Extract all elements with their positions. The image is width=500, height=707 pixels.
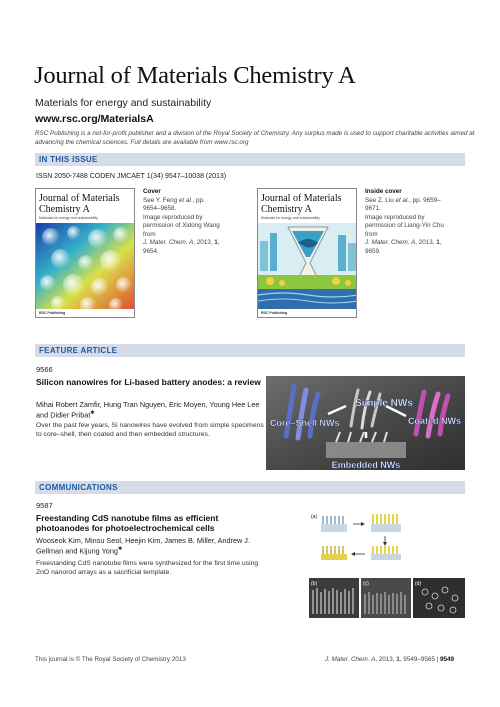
inside-cover-artwork bbox=[258, 223, 357, 309]
journal-subtitle: Materials for energy and sustainability bbox=[35, 97, 212, 109]
cover-heading: Cover bbox=[143, 188, 161, 195]
cover-thumb-title: Journal of Materials Chemistry A bbox=[39, 193, 120, 215]
cover-thumb-subtitle: Materials for energy and sustainability bbox=[39, 216, 98, 220]
cover-reference: See Y. Feng et al., pp. 9654–9658. bbox=[143, 196, 205, 212]
feature-article-page-number: 9566 bbox=[36, 365, 53, 374]
journal-title: Journal of Materials Chemistry A bbox=[34, 62, 356, 89]
inside-cover-reference: See Z. Liu et al., pp. 9659–9671. bbox=[365, 196, 441, 212]
feature-article-authors: Mihai Robert Zamfir, Hung Tran Nguyen, Eric Moyen, Young Hee Lee and Didier Pribat✱ bbox=[36, 400, 260, 420]
figure-panel-b: (b) bbox=[311, 581, 318, 587]
figure-panel-c: (c) bbox=[363, 581, 369, 587]
figure-panel-d: (d) bbox=[415, 581, 422, 587]
figure-panel-a: (a) bbox=[311, 514, 318, 520]
section-in-this-issue: IN THIS ISSUE bbox=[35, 153, 465, 166]
inside-cover-thumb-subtitle: Materials for energy and sustainability bbox=[261, 216, 320, 220]
publisher-disclaimer: RSC Publishing is a not-for-profit publisher and a division of the Royal Society of Chemistry. Any surplus made is used to support charitable activities aimed at advancing the chemical sciences. Full details are available from www.rsc.org bbox=[35, 130, 475, 146]
communication-abstract: Freestanding CdS nanotube films were synthesized for the first time using ZnO nanorod arrays as a sacrificial template. bbox=[36, 560, 259, 576]
figure-label-core-shell: Core–Shell NWs bbox=[270, 418, 340, 428]
footer-page-number: 9549 bbox=[439, 656, 454, 663]
section-feature-article: FEATURE ARTICLE bbox=[35, 344, 465, 357]
inside-cover-thumb-title: Journal of Materials Chemistry A bbox=[261, 193, 342, 215]
inside-cover-caption bbox=[365, 188, 445, 256]
issn-line: ISSN 2050-7488 CODEN JMCAET 1(34) 9547–10038 (2013) bbox=[36, 173, 227, 180]
inside-cover-image bbox=[257, 188, 357, 318]
cover-artwork bbox=[36, 223, 135, 309]
inside-cover-citation: J. Mater. Chem. A, 2013, 1, 9659. bbox=[365, 239, 442, 255]
feature-article-figure bbox=[266, 376, 465, 470]
inside-cover-heading: Inside cover bbox=[365, 188, 402, 195]
footer-citation: J. Mater. Chem. A, 2013, 1, 9549–9565 | 9549 bbox=[325, 656, 454, 663]
figure-label-embedded: Embedded NWs bbox=[331, 460, 401, 470]
cover-permission: Image reproduced by permission of Xidong Wang from bbox=[143, 213, 220, 238]
communication-page-number: 9587 bbox=[36, 501, 53, 510]
cover-thumb-publisher: RSC Publishing bbox=[39, 311, 66, 315]
figure-label-coated: Coated NWs bbox=[408, 416, 462, 426]
cover-image bbox=[35, 188, 135, 318]
section-communications: COMMUNICATIONS bbox=[35, 481, 465, 494]
figure-label-simple: Simple NWs bbox=[355, 398, 413, 409]
cover-caption bbox=[143, 188, 223, 256]
communication-figure bbox=[309, 510, 465, 618]
journal-url[interactable]: www.rsc.org/MaterialsA bbox=[35, 113, 154, 125]
communication-title[interactable]: Freestanding CdS nanotube films as efficient photoanodes for photoelectrochemical cells bbox=[36, 513, 219, 533]
communication-authors: Wooseok Kim, Minsu Seol, Heejin Kim, James B. Miller, Andrew J. Gellman and Kijung Yong✱ bbox=[36, 536, 250, 556]
footer-copyright: This journal is © The Royal Society of Chemistry 2013 bbox=[35, 656, 186, 663]
feature-article-title[interactable]: Silicon nanowires for Li-based battery anodes: a review bbox=[36, 377, 261, 387]
inside-cover-permission: Image reproduced by permission of Liang-Yin Chu from bbox=[365, 213, 444, 238]
inside-cover-thumb-publisher: RSC Publishing bbox=[261, 311, 288, 315]
cover-citation: J. Mater. Chem. A, 2013, 1, 9654. bbox=[143, 239, 220, 255]
feature-article-abstract: Over the past few years, Si nanowires have evolved from simple specimens to core–shell, then coated and then embedded structures. bbox=[36, 422, 264, 438]
